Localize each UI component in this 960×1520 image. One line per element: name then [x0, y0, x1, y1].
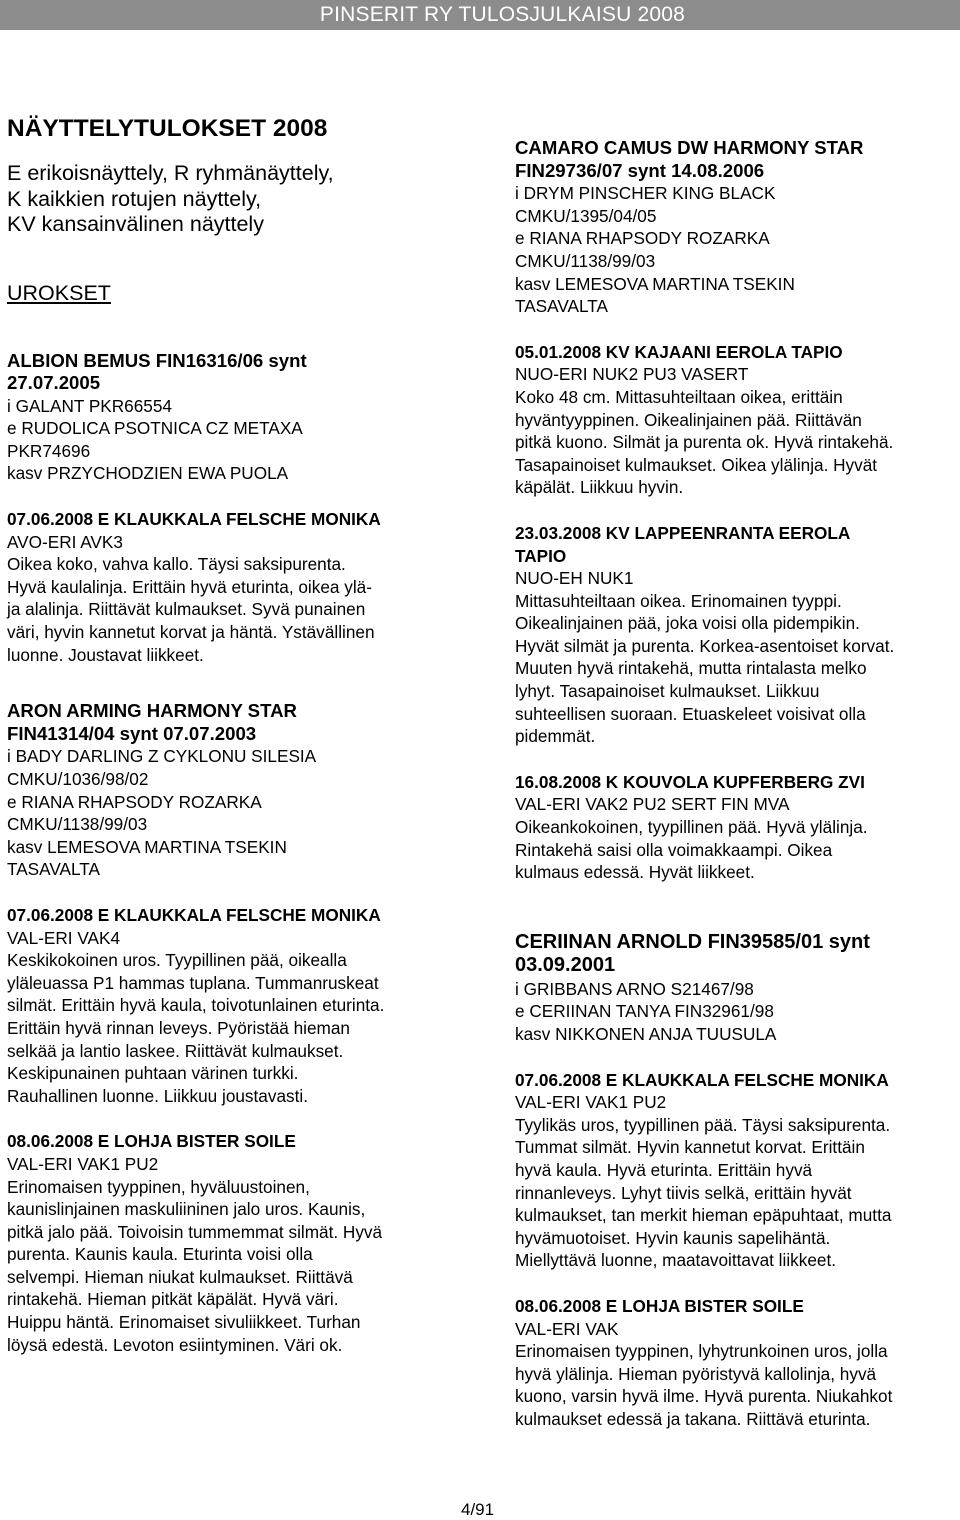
- show-type-legend: [7, 161, 482, 238]
- critique-line: löysä edestä. Levoton esiintyminen. Väri ok.: [7, 1334, 343, 1355]
- result-heading: TAPIO: [515, 545, 567, 566]
- header-bar: [0, 0, 960, 30]
- pedigree-line: CMKU/1138/99/03: [515, 250, 656, 271]
- dog-name: CERIINAN ARNOLD FIN39585/01 synt: [515, 930, 870, 953]
- dog-name: 03.09.2001: [515, 954, 616, 977]
- pedigree-line: i BADY DARLING Z CYKLONU SILESIA: [7, 746, 317, 767]
- dog-entry: [515, 137, 955, 884]
- critique-line: selkää ja lantio laskee. Riittävät kulmaukset.: [7, 1040, 344, 1061]
- result-grade: VAL-ERI VAK4: [7, 927, 121, 948]
- dog-name: ALBION BEMUS FIN16316/06 synt: [7, 349, 307, 371]
- pedigree-line: e CERIINAN TANYA FIN32961/98: [515, 1001, 774, 1022]
- critique-line: silmät. Erittäin hyvä kaula, toivotunlainen eturinta.: [7, 995, 385, 1016]
- critique-line: Oikealinjainen pää, joka voisi olla pidempikin.: [515, 613, 860, 634]
- left-column: [7, 114, 482, 1356]
- result-grade: NUO-EH NUK1: [515, 568, 634, 589]
- result-grade: AVO-ERI AVK3: [7, 531, 123, 552]
- result-grade: VAL-ERI VAK2 PU2 SERT FIN MVA: [515, 794, 790, 815]
- critique-line: Rintakehä saisi olla voimakkaampi. Oikea: [515, 839, 833, 860]
- section-heading-males: UROKSET: [7, 280, 111, 305]
- legend-line: E erikoisnäyttely, R ryhmänäyttely,: [7, 161, 334, 185]
- critique-line: hyväntyyppinen. Oikealinjainen pää. Riittävän: [515, 409, 862, 430]
- dog-entry: [7, 350, 482, 667]
- pedigree-line: TASAVALTA: [7, 859, 100, 880]
- document-title: NÄYTTELYTULOKSET 2008: [7, 115, 328, 142]
- critique-line: lyhyt. Tasapainoiset kulmaukset. Liikkuu: [515, 681, 820, 702]
- dog-entry: [7, 700, 482, 1356]
- pedigree-line: i GALANT PKR66554: [7, 395, 172, 416]
- critique-line: Oikeankokoinen, tyypillinen pää. Hyvä ylälinja.: [515, 817, 868, 838]
- dog-name: ARON ARMING HARMONY STAR: [7, 700, 297, 722]
- critique-line: pitkä kuono. Silmät ja purenta ok. Hyvä rintakehä.: [515, 432, 894, 453]
- critique-line: Hyvä kaulalinja. Erittäin hyvä eturinta, oikea ylä-: [7, 576, 372, 597]
- pedigree-line: e RUDOLICA PSOTNICA CZ METAXA: [7, 418, 303, 439]
- critique-line: kulmaus edessä. Hyvät liikkeet.: [515, 862, 755, 883]
- dog-entry: [515, 931, 955, 1431]
- critique-line: Erittäin hyvä rinnan leveys. Pyöristää hieman: [7, 1017, 350, 1038]
- dog-name: 27.07.2005: [7, 372, 101, 394]
- critique-line: hyvä ylälinja. Hieman pyöristyvä kallolinja, hyvä: [515, 1363, 877, 1384]
- right-column: [515, 137, 955, 1431]
- pedigree-line: kasv PRZYCHODZIEN EWA PUOLA: [7, 463, 289, 484]
- pedigree-line: PKR74696: [7, 440, 91, 461]
- critique-line: hyvä kaula. Hyvä eturinta. Erittäin hyvä: [515, 1159, 813, 1180]
- pedigree-line: e RIANA RHAPSODY ROZARKA: [515, 228, 770, 249]
- critique-line: purenta. Kaunis kaula. Eturinta voisi olla: [7, 1244, 313, 1265]
- critique-line: Mittasuhteiltaan oikea. Erinomainen tyyppi.: [515, 590, 842, 611]
- result-heading: 05.01.2008 KV KAJAANI EEROLA TAPIO: [515, 341, 843, 362]
- pedigree-line: kasv LEMESOVA MARTINA TSEKIN: [7, 836, 287, 857]
- critique-line: Huippu häntä. Erinomaiset sivuliikkeet. Turhan: [7, 1312, 361, 1333]
- result-heading: 16.08.2008 K KOUVOLA KUPFERBERG ZVI: [515, 771, 865, 792]
- pedigree-line: kasv NIKKONEN ANJA TUUSULA: [515, 1024, 777, 1044]
- critique-line: väri, hyvin kannetut korvat ja häntä. Ystävällinen: [7, 622, 375, 643]
- result-grade: VAL-ERI VAK: [515, 1318, 619, 1339]
- page-number: 4/91: [461, 1500, 495, 1519]
- pedigree-line: CMKU/1036/98/02: [7, 769, 149, 789]
- critique-line: kuono, varsin hyvä ilme. Hyvä purenta. Niukahkot: [515, 1386, 893, 1407]
- critique-line: ja alalinja. Riittävät kulmaukset. Syvä punainen: [7, 599, 366, 620]
- dog-name: CAMARO CAMUS DW HARMONY STAR: [515, 137, 864, 158]
- result-grade: VAL-ERI VAK1 PU2: [7, 1153, 159, 1174]
- critique-line: Oikea koko, vahva kallo. Täysi saksipurenta.: [7, 554, 346, 575]
- critique-line: Miellyttävä luonne, maatavoittavat liikkeet.: [515, 1250, 836, 1271]
- result-heading: 07.06.2008 E KLAUKKALA FELSCHE MONIKA: [7, 509, 381, 530]
- critique-line: suhteellisen suoraan. Etuaskeleet voisivat olla: [515, 703, 866, 724]
- dog-name: FIN41314/04 synt 07.07.2003: [7, 722, 257, 744]
- critique-line: Keskikokoinen uros. Tyypillinen pää, oikealla: [7, 950, 347, 971]
- result-heading: 07.06.2008 E KLAUKKALA FELSCHE MONIKA: [7, 904, 381, 925]
- critique-line: rintakehä. Hieman pitkät käpälät. Hyvä väri.: [7, 1289, 339, 1310]
- result-heading: 07.06.2008 E KLAUKKALA FELSCHE MONIKA: [515, 1069, 889, 1090]
- critique-line: Koko 48 cm. Mittasuhteiltaan oikea, erittäin: [515, 386, 843, 407]
- critique-line: käpälät. Liikkuu hyvin.: [515, 477, 684, 498]
- critique-line: Tummat silmät. Hyvin kannetut korvat. Erittäin: [515, 1137, 865, 1158]
- critique-line: Muuten hyvä rintakehä, mutta rintalasta melko: [515, 658, 867, 679]
- result-grade: VAL-ERI VAK1 PU2: [515, 1092, 667, 1113]
- legend-line: KV kansainvälinen näyttely: [7, 212, 264, 236]
- critique-line: kulmaukset, tan merkit hieman epäpuhtaat, mutta: [515, 1205, 892, 1226]
- publication-title: PINSERIT RY TULOSJULKAISU 2008: [319, 3, 685, 26]
- pedigree-line: CMKU/1138/99/03: [7, 814, 148, 835]
- critique-line: selvempi. Hieman niukat kulmaukset. Riittävä: [7, 1266, 353, 1287]
- critique-line: Keskipunainen puhtaan värinen turkki.: [7, 1063, 299, 1084]
- pedigree-line: i DRYM PINSCHER KING BLACK: [515, 183, 776, 204]
- result-grade: NUO-ERI NUK2 PU3 VASERT: [515, 364, 749, 385]
- critique-line: rinnanleveys. Lyhyt tiivis selkä, erittäin hyvät: [515, 1182, 852, 1203]
- legend-line: K kaikkien rotujen näyttely,: [7, 186, 262, 211]
- critique-line: yläleuassa P1 hammas tuplana. Tummanruskeat: [7, 972, 379, 993]
- result-heading: 08.06.2008 E LOHJA BISTER SOILE: [515, 1295, 804, 1316]
- critique-line: Erinomaisen tyyppinen, lyhytrunkoinen uros, jolla: [515, 1341, 888, 1362]
- pedigree-line: kasv LEMESOVA MARTINA TSEKIN: [515, 273, 795, 294]
- critique-line: Erinomaisen tyyppinen, hyväluustoinen,: [7, 1176, 310, 1197]
- pedigree-line: i GRIBBANS ARNO S21467/98: [515, 978, 754, 999]
- critique-line: kulmaukset edessä ja takana. Riittävä eturinta.: [515, 1408, 871, 1429]
- critique-line: Tasapainoiset kulmaukset. Oikea ylälinja. Hyvät: [515, 454, 878, 475]
- pedigree-line: TASAVALTA: [515, 296, 608, 317]
- critique-line: Hyvät silmät ja purenta. Korkea-asentoiset korvat.: [515, 635, 895, 656]
- critique-line: pitkä jalo pää. Toivoisin tummemmat silmät. Hyvä: [7, 1221, 383, 1242]
- critique-line: pidemmät.: [515, 726, 596, 747]
- critique-line: luonne. Joustavat liikkeet.: [7, 644, 204, 665]
- pedigree-line: CMKU/1395/04/05: [515, 205, 657, 226]
- critique-line: Rauhallinen luonne. Liikkuu joustavasti.: [7, 1085, 308, 1106]
- result-heading: 08.06.2008 E LOHJA BISTER SOILE: [7, 1131, 296, 1152]
- result-heading: 23.03.2008 KV LAPPEENRANTA EEROLA: [515, 522, 851, 543]
- critique-line: hyvämuotoiset. Hyvin kaunis sapelihäntä.: [515, 1227, 831, 1248]
- critique-line: Tyylikäs uros, tyypillinen pää. Täysi saksipurenta.: [515, 1114, 891, 1135]
- critique-line: kaunislinjainen maskuliininen jalo uros. Kaunis,: [7, 1199, 366, 1220]
- dog-name: FIN29736/07 synt 14.08.2006: [515, 159, 765, 181]
- pedigree-line: e RIANA RHAPSODY ROZARKA: [7, 791, 262, 812]
